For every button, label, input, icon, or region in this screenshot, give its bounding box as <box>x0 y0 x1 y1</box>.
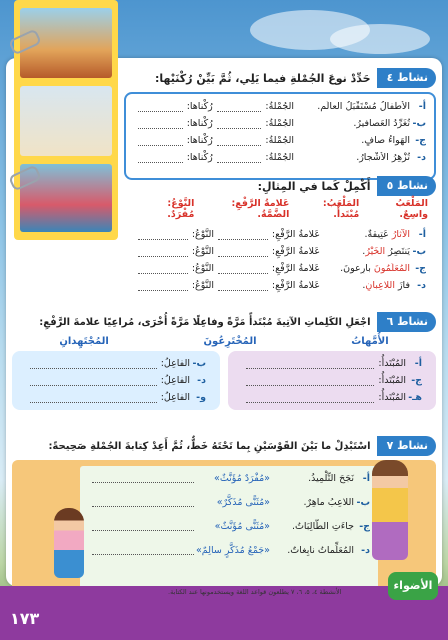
activity-5-instruction: أَكْمِلْ كَما في المِثالِ: <box>257 179 371 193</box>
page-number: ١٧٣ <box>10 609 40 628</box>
list-item: ج- الهَواءُ صافٍ. الجُمْلةُ: رُكْناها: <box>126 132 434 149</box>
answer-line[interactable] <box>138 264 188 274</box>
fael-box <box>12 351 220 410</box>
mubtada-box <box>228 351 436 410</box>
answer-line[interactable] <box>246 359 374 369</box>
answer-line[interactable] <box>246 376 374 386</box>
answer-line[interactable] <box>30 376 157 386</box>
list-item: د- تُزْهِرُ الأَشْجارُ. الجُمْلةُ: رُكْناها: <box>126 149 434 166</box>
answer-line[interactable] <box>218 247 268 257</box>
activity-4-box <box>124 92 436 180</box>
list-item: أ- الآثارُ عَتِيقةٌ. عَلامةُ الرَّفْعِ: النَّوْعُ: <box>126 226 434 243</box>
activity-4-badge: نشاط ٤ <box>377 68 436 88</box>
answer-line[interactable] <box>217 153 262 163</box>
activity-4-instruction: حَدِّدْ نوعَ الجُمْلةِ فيما يَلِي، ثُمَّ بَيِّنْ رُكْنَيْها: <box>155 71 371 85</box>
activity-6-badge: نشاط ٦ <box>377 312 436 332</box>
activity-7-instruction: اسْتَبْدِلْ ما بَيْنَ القَوْسَيْنِ بِما تَحْتَهُ خَطٌّ، ثُمَّ أَعِدْ كِتابةَ الجُمْلةِ صَحِيحةً: <box>48 440 371 452</box>
teacher-illustration <box>372 460 408 560</box>
list-item: ج- جاءَتِ الطّالِبَاتُ. «مُثَنًّى مُؤَنَّثٌ» <box>80 514 378 538</box>
girl-illustration <box>54 508 84 578</box>
photo-classroom <box>20 86 112 156</box>
answer-line[interactable] <box>217 136 262 146</box>
list-item: د- فازَ اللاعِبانِ. عَلامةُ الرَّفْعِ: النَّوْعُ: <box>126 277 434 294</box>
answer-line[interactable] <box>217 102 262 112</box>
list-item: أ- الأَطْفالُ مُسْتَقْبَلُ العالَمِ. الجُمْلةُ: رُكْناها: <box>126 98 434 115</box>
word-bank: الأُمَّهاتُ المُخْتَرِعُونَ المُجْتَهِدانِ <box>59 336 389 347</box>
list-item: أ- المُبْتَدأُ: <box>234 355 430 372</box>
answer-line[interactable] <box>217 119 262 129</box>
list-item: د- المُعَلِّماتُ نابِغاتٌ. «جَمْعُ مُذَكَّرٍ سالِمٌ» <box>80 538 378 562</box>
list-item: ب- تُغَرِّدُ العَصافيرُ. الجُمْلةُ: رُكْناها: <box>126 115 434 132</box>
answer-line[interactable] <box>218 264 268 274</box>
activity-5-box <box>124 222 436 306</box>
answer-line[interactable] <box>138 247 188 257</box>
answer-line[interactable] <box>138 153 183 163</box>
activity-6-grid <box>12 351 436 410</box>
answer-line[interactable] <box>138 102 183 112</box>
list-item: ج- المُعَلِّمُونَ بارِعونَ. عَلامةُ الرَّفْعِ: النَّوْعُ: <box>126 260 434 277</box>
answer-line[interactable] <box>30 359 157 369</box>
list-item: ب- اللاعِبُ ماهِرٌ. «مُثَنًّى مُذَكَّرٌ» <box>80 490 378 514</box>
activity-5 <box>124 176 436 306</box>
answer-line[interactable] <box>138 281 188 291</box>
cloud <box>330 24 430 54</box>
list-item: ب- يَنتَصِرُ الخَيْرُ. عَلامةُ الرَّفْعِ: النَّوْعُ: <box>126 243 434 260</box>
activity-5-example: المَلْعَبُ واسِعٌ. المَلْعَبُ: مُبْتَدأٌ. عَلامةُ الرَّفْعِ: الضَّمَّةُ. النَّوْعُ: مُفْرَدٌ. <box>167 198 428 220</box>
answer-line[interactable] <box>246 393 374 403</box>
answer-line[interactable] <box>92 521 194 531</box>
activity-6-instruction: اجْعَلِ الكَلِماتِ الآتِيةَ مُبْتَدأً مَرَّةً وفاعِلًا مَرَّةً أُخْرَى، مُراعِيًا علامةَ الرَّفْعِ: <box>39 316 371 328</box>
activity-4 <box>124 68 436 180</box>
answer-line[interactable] <box>138 119 183 129</box>
answer-line[interactable] <box>92 545 194 555</box>
activity-5-badge: نشاط ٥ <box>377 176 436 196</box>
list-item: أ- نَجَحَ التِّلْمِيذُ. «مُفْرَدٌ مُؤَنَّثٌ» <box>80 466 378 490</box>
footer-note: الأنشطة ٤، ٥، ٦، ٧ يطلعون قواعد اللغة ويستخدمونها عند الكتابة. <box>168 588 342 596</box>
answer-line[interactable] <box>138 230 188 240</box>
activity-6 <box>12 312 436 410</box>
answer-line[interactable] <box>92 497 194 507</box>
answer-line[interactable] <box>218 230 268 240</box>
list-item: و- الفاعِلُ: <box>18 389 214 406</box>
list-item: د- الفاعِلُ: <box>18 372 214 389</box>
list-item: هـ- المُبْتَدأُ: <box>234 389 430 406</box>
list-item: ج- المُبْتَدأُ: <box>234 372 430 389</box>
answer-line[interactable] <box>218 281 268 291</box>
answer-line[interactable] <box>92 473 194 483</box>
list-item: ب- الفاعِلُ: <box>18 355 214 372</box>
answer-line[interactable] <box>138 136 183 146</box>
series-logo: الأضواء <box>388 572 438 600</box>
answer-line[interactable] <box>30 393 157 403</box>
activity-7-badge: نشاط ٧ <box>377 436 436 456</box>
